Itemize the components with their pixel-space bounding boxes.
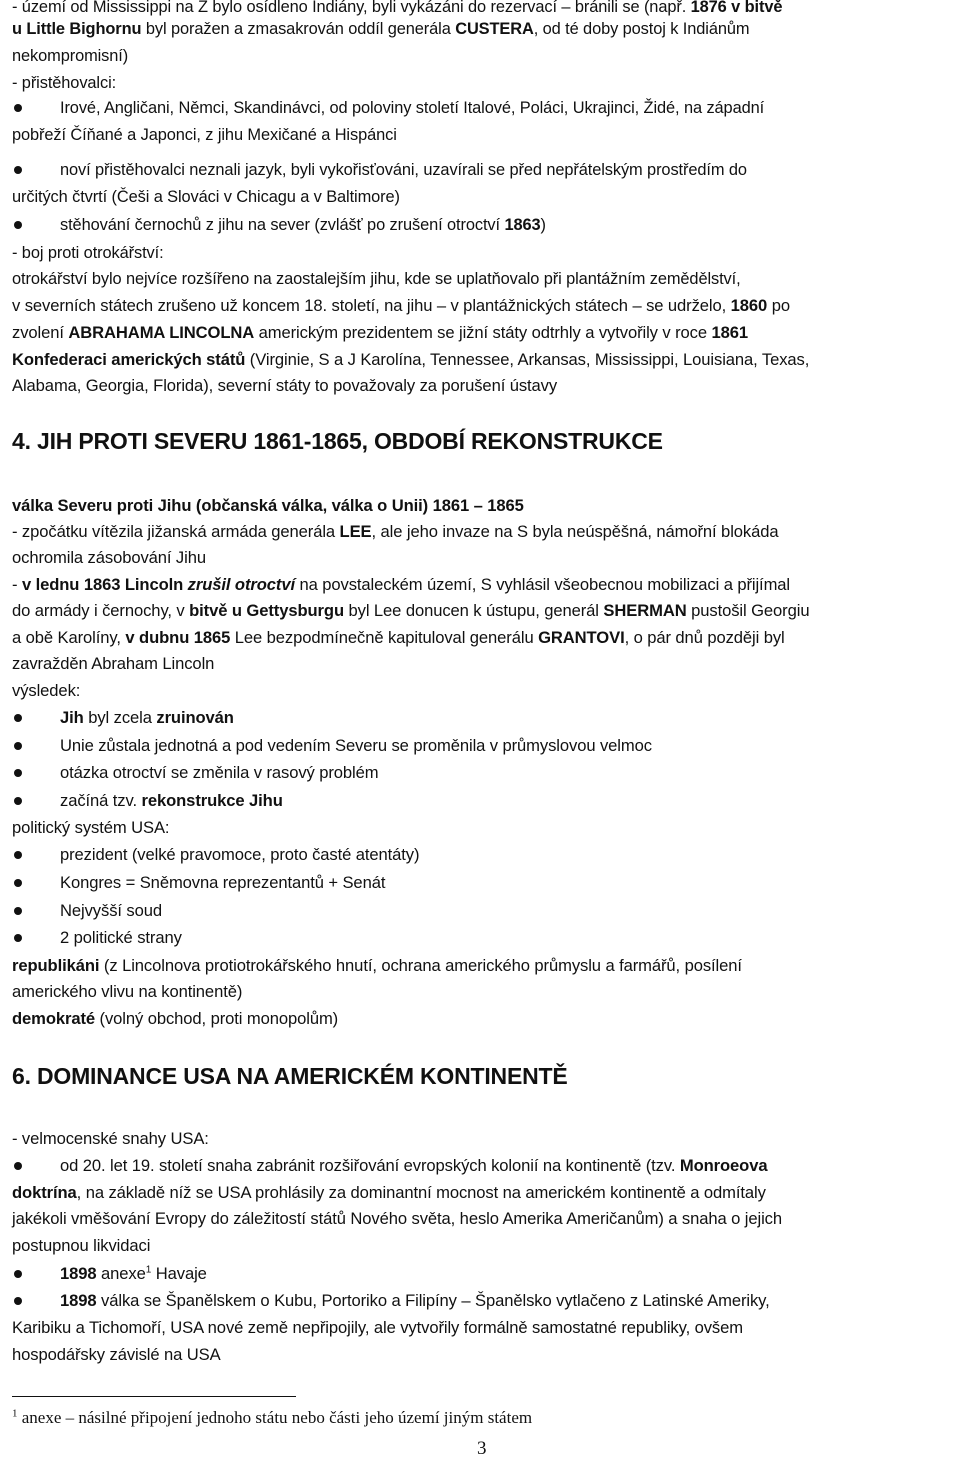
list-item: Irové, Angličani, Němci, Skandinávci, od poloviny století Italové, Poláci, Ukrajinci, Židé, na západní [60,99,765,117]
bullet-icon [14,1162,22,1170]
text-line: v severních státech zrušeno už koncem 18. století, na jihu – v plantážnických státech – se udrželo, 1860 po [12,296,790,315]
text-line: - území od Mississippi na Z bylo osídleno Indiány, byli vykázáni do rezervací – bránili se (např. 1876 v bitvě [12,0,783,16]
bullet-icon [14,1297,22,1305]
text-line: Alabama, Georgia, Florida), severní státy to považovaly za porušení ústavy [12,376,558,395]
list-item: stěhování černochů z jihu na sever (zvlášť po zrušení otroctví 1863) [60,216,546,234]
bullet-icon [14,851,22,859]
text-line: demokraté (volný obchod, proti monopolům) [12,1009,339,1028]
list-item: 1898 anexe$^1$ Havaje [60,1264,207,1283]
text-line: Konfederaci amerických států (Virginie, S a J Karolína, Tennessee, Arkansas, Mississippi, Louisiana, Texas, [12,350,810,369]
bullet-icon [14,1270,22,1278]
list-item: noví přistěhovalci neznali jazyk, byli vykořisťováni, uzavírali se před nepřátelským prostředím do [60,161,747,179]
text-line: a obě Karolíny, v dubnu 1865 Lee bezpodmínečně kapituloval generálu GRANTOVI, o pár dnů později byl [12,628,785,647]
section-heading: 4. JIH PROTI SEVERU 1861-1865, OBDOBÍ REKONSTRUKCE [12,428,663,454]
text-line: pobřeží Číňané a Japonci, z jihu Mexičané a Hispánci [12,126,397,144]
text-line: zvolení ABRAHAMA LINCOLNA americkým prezidentem se jižní státy odtrhly a vytvořily v roce 1861 [12,323,748,342]
text-line: určitých čtvrtí (Češi a Slováci v Chicagu a v Baltimore) [12,188,400,206]
text-line: doktrína, na základě níž se USA prohlásily za dominantní mocnost na americkém kontinentě a odmítaly [12,1183,766,1202]
list-item: Jih byl zcela zruinován [60,708,234,727]
bullet-icon [14,934,22,942]
text-line: hospodářsky závislé na USA [12,1345,221,1364]
text-line: - v lednu 1863 Lincoln zrušil otroctví na povstaleckém území, S vyhlásil všeobecnou mobilizaci a přijímal [12,575,791,594]
page-number: 3 [477,1438,487,1459]
section-heading: 6. DOMINANCE USA NA AMERICKÉM KONTINENTĚ [12,1063,568,1089]
bullet-icon [14,907,22,915]
bullet-icon [14,797,22,805]
bullet-icon [14,221,22,229]
text-line: - přistěhovalci: [12,74,117,92]
text-line: Karibiku a Tichomoří, USA nové země nepřipojily, ale vytvořily formálně samostatné republiky, ovšem [12,1318,743,1337]
text-line: otrokářství bylo nejvíce rozšířeno na zaostalejším jihu, kde se uplatňovalo při plantážním zemědělství, [12,270,741,288]
footnote: $^1$ anexe – násilné připojení jednoho státu nebo části jeho území jiným státem [12,1407,533,1427]
bullet-icon [14,879,22,887]
list-item: Kongres = Sněmovna reprezentantů + Senát [60,873,386,892]
bullet-icon [14,714,22,722]
text-line: amerického vlivu na kontinentě) [12,982,243,1001]
text-line: do armády i černochy, v bitvě u Gettysburgu byl Lee donucen k ústupu, generál SHERMAN pustošil Georgiu [12,601,810,620]
list-item: 2 politické strany [60,928,182,947]
bullet-icon [14,166,22,174]
list-item: prezident (velké pravomoce, proto časté atentáty) [60,845,420,864]
text-line: politický systém USA: [12,818,170,837]
list-item: od 20. let 19. století snaha zabránit rozšiřování evropských kolonií na kontinentě (tzv. Monroeova [60,1156,768,1175]
text-line: zavražděn Abraham Lincoln [12,654,215,673]
list-item: 1898 válka se Španělskem o Kubu, Portoriko a Filipíny – Španělsko vytlačeno z Latinské Ameriky, [60,1291,770,1310]
bullet-icon [14,769,22,777]
bullet-icon [14,104,22,112]
text-line: u Little Bighornu byl poražen a zmasakrován oddíl generála CUSTERA, od té doby postoj k Indiánům [12,20,750,38]
text-line: nekompromisní) [12,47,129,65]
list-item: Nejvyšší soud [60,901,162,920]
text-line: - boj proti otrokářství: [12,244,164,262]
bullet-icon [14,742,22,750]
text-line: - zpočátku vítězila jižanská armáda generála LEE, ale jeho invaze na S byla neúspěšná, námořní blokáda [12,522,779,541]
footnote-separator [12,1396,296,1397]
text-line: - velmocenské snahy USA: [12,1129,209,1148]
text-line: jakékoli vměšování Evropy do záležitostí států Nového světa, heslo Amerika Američanům) a snaha o jejich [12,1209,782,1228]
list-item: otázka otroctví se změnila v rasový problém [60,763,379,782]
list-item: Unie zůstala jednotná a pod vedením Severu se proměnila v průmyslovou velmoc [60,736,652,755]
text-line: ochromila zásobování Jihu [12,548,206,567]
text-line: postupnou likvidaci [12,1236,151,1255]
subsection-title: válka Severu proti Jihu (občanská válka, válka o Unii) 1861 – 1865 [12,496,524,515]
text-line: výsledek: [12,681,81,700]
text-line: republikáni (z Lincolnova protiotrokářského hnutí, ochrana amerického průmyslu a farmářů, posílení [12,956,742,975]
list-item: začíná tzv. rekonstrukce Jihu [60,791,283,810]
